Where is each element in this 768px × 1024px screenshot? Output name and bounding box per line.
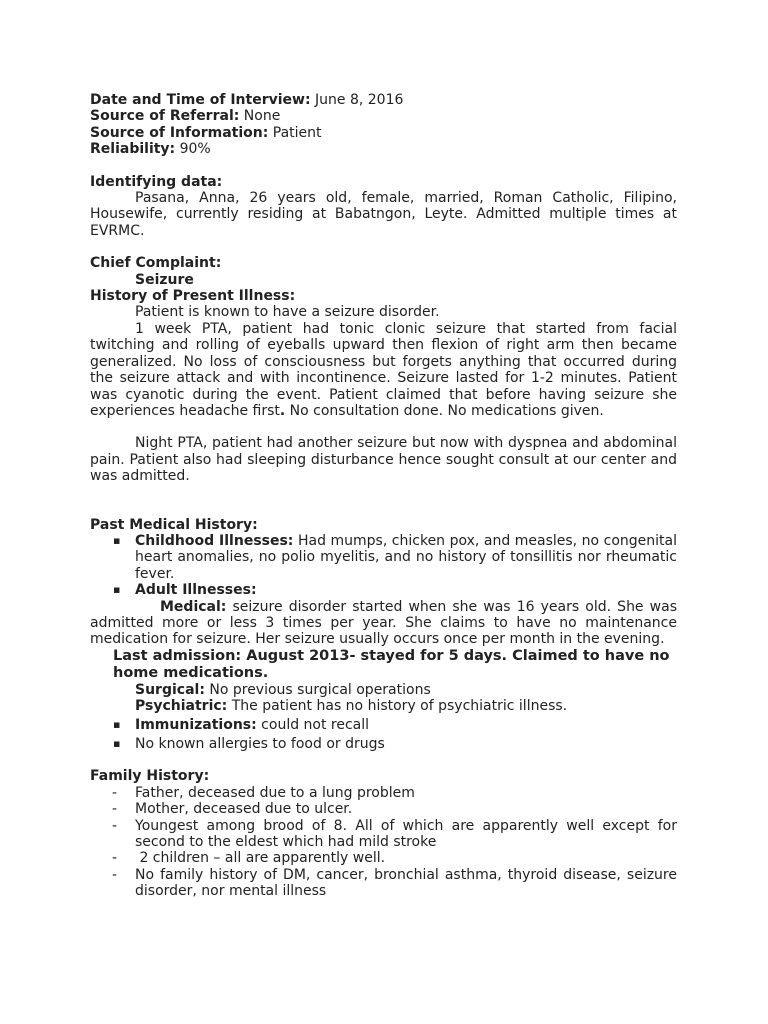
referral-line <box>90 108 677 124</box>
medical-paragraph <box>90 599 677 648</box>
immunizations-text: could not recall <box>256 716 370 733</box>
chief-complaint-value-text: Seizure <box>135 271 194 288</box>
immunizations-label: Immunizations: <box>135 716 257 733</box>
allergies-text: No known allergies to food or drugs <box>135 736 385 752</box>
chief-complaint-heading-text: Chief Complaint: <box>90 255 222 272</box>
family-item-text: 2 children – all are apparently well. <box>135 850 386 867</box>
dash-icon: - <box>112 850 118 867</box>
hpi-paragraph-2-tail: No consultation done. No medications given. <box>285 402 604 419</box>
pmh-allergies-item <box>90 736 677 752</box>
reliability-label: Reliability: <box>90 141 176 158</box>
family-item-text: Father, deceased due to a lung problem <box>135 784 415 801</box>
hpi-paragraph-2-text: 1 week PTA, patient had tonic clonic seizure that started from facial twitching and rolling of eyeballs upward then flexion of right arm then became generalized. No loss of consciousness but forgets anything that occurred during the seizure attack and with incontinence. Seizure lasted for 1-2 minutes. Patient was cyanotic during the event. Patient claimed that before having seizure she experiences headache first <box>90 320 677 419</box>
hpi-paragraph-3: Night PTA, patient had another seizure but now with dyspnea and abdominal pain. Patient also had sleeping disturbance hence sought consult at our center and was admitted. <box>90 435 677 485</box>
referral-label: Source of Referral: <box>90 108 240 125</box>
surgical-line <box>90 682 677 698</box>
psychiatric-text: The patient has no history of psychiatric illness. <box>227 698 568 715</box>
childhood-label: Childhood Illnesses: <box>135 532 294 549</box>
dash-icon: - <box>112 817 118 834</box>
identifying-heading <box>90 174 677 190</box>
medical-text: seizure disorder started when she was 16 years old. She was admitted more or less 3 times per year. She claims to have no maintenance medication for seizure. Her seizure usually occurs once per month in the evening. <box>90 598 677 648</box>
family-heading <box>90 768 677 784</box>
last-admission: Last admission: August 2013- stayed for 5 days. Claimed to have no home medications. <box>113 647 670 681</box>
information-line <box>90 125 677 141</box>
hpi-paragraph-2-period: . <box>279 402 286 419</box>
surgical-text: No previous surgical operations <box>204 681 431 698</box>
pmh-adult-item <box>90 582 677 598</box>
family-item <box>90 850 677 866</box>
adult-label: Adult Illnesses: <box>135 582 257 599</box>
pmh-childhood-item <box>90 533 677 582</box>
hpi-heading-text: History of Present Illness: <box>90 288 296 305</box>
pmh-heading-text: Past Medical History: <box>90 516 258 533</box>
family-item-text: Mother, deceased due to ulcer. <box>135 801 353 818</box>
reliability-line <box>90 141 677 157</box>
family-item-text: Youngest among brood of 8. All of which are apparently well except for second to the eldest which had mild stroke <box>135 817 677 851</box>
surgical-label: Surgical: <box>135 681 205 698</box>
hpi-heading <box>90 288 677 304</box>
bullet-icon: ▪ <box>113 533 121 547</box>
document-body <box>90 92 677 900</box>
medical-label: Medical: <box>160 598 227 615</box>
hpi-paragraph-1: Patient is known to have a seizure disorder. <box>135 304 440 321</box>
pmh-immunizations-item <box>90 717 677 733</box>
chief-complaint-heading <box>90 255 677 271</box>
chief-complaint-value <box>90 272 677 288</box>
family-item <box>90 801 677 817</box>
pmh-heading <box>90 517 677 533</box>
dash-icon: - <box>112 784 118 801</box>
interview-date-value: June 8, 2016 <box>310 92 404 108</box>
family-item <box>90 867 677 900</box>
psychiatric-label: Psychiatric: <box>135 698 228 715</box>
family-item-text: No family history of DM, cancer, bronchial asthma, thyroid disease, seizure disorder, nor mental illness <box>135 866 677 900</box>
bullet-icon: ▪ <box>113 583 121 597</box>
identifying-text: Pasana, Anna, 26 years old, female, married, Roman Catholic, Filipino, Housewife, currently residing at Babatngon, Leyte. Admitted multiple times at EVRMC. <box>90 190 677 239</box>
reliability-value: 90% <box>175 141 211 158</box>
interview-date-line <box>90 92 677 108</box>
information-value: Patient <box>268 124 322 141</box>
childhood-text: Had mumps, chicken pox, and measles, no congenital heart anomalies, no polio myelitis, and no history of tonsillitis nor rheumatic fever. <box>135 532 678 582</box>
bullet-icon: ▪ <box>113 717 121 731</box>
information-label: Source of Information: <box>90 124 269 141</box>
referral-value: None <box>239 108 281 125</box>
family-item <box>90 785 677 801</box>
hpi-paragraph-2 <box>90 321 677 419</box>
family-item <box>90 818 677 851</box>
dash-icon: - <box>112 866 118 883</box>
bullet-icon: ▪ <box>113 737 121 750</box>
interview-date-label: Date and Time of Interview: <box>90 92 311 108</box>
psychiatric-line <box>90 698 677 714</box>
identifying-heading-text: Identifying data: <box>90 173 223 190</box>
family-heading-text: Family History: <box>90 768 210 785</box>
dash-icon: - <box>112 801 118 818</box>
